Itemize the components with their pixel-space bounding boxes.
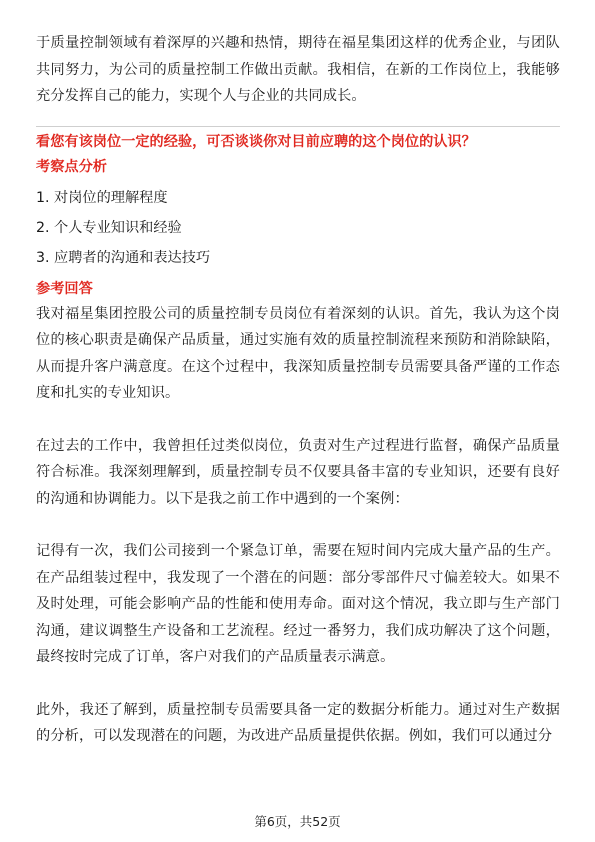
answer-heading: 参考回答 [36,280,93,297]
intro-paragraph: 于质量控制领域有着深厚的兴趣和热情，期待在福星集团这样的优秀企业，与团队共同努力，为公司的质量控制工作做出贡献。我相信，在新的工作岗位上，我能够充分发挥自己的能力，实现个人与企业的共同成长。 [36,35,560,104]
answer-paragraph: 记得有一次，我们公司接到一个紧急订单，需要在短时间内完成大量产品的生产。在产品组装过程中，我发现了一个潜在的问题：部分零部件尺寸偏差较大。如果不及时处理，可能会影响产品的性能和使用寿命。面对这个情况，我立即与生产部门沟通，建议调整生产设备和工艺流程。经过一番努力，我们成功解决了这个问题，最终按时完成了订单，客户对我们的产品质量表示满意。 [36,543,560,665]
interview-question: 看您有该岗位一定的经验，可否谈谈你对目前应聘的这个岗位的认识？ [36,133,476,150]
analysis-point: 1. 对岗位的理解程度 [36,189,168,206]
answer-paragraph: 我对福星集团控股公司的质量控制专员岗位有着深刻的认识。首先，我认为这个岗位的核心职责是确保产品质量，通过实施有效的质量控制流程来预防和消除缺陷，从而提升客户满意度。在这个过程中，我深知质量控制专员需要具备严谨的工作态度和扎实的专业知识。 [36,305,560,401]
analysis-heading: 考察点分析 [36,158,107,175]
page-content [36,30,560,750]
answer-paragraph: 在过去的工作中，我曾担任过类似岗位，负责对生产过程进行监督，确保产品质量符合标准。我深刻理解到，质量控制专员不仅要具备丰富的专业知识，还要有良好的沟通和协调能力。以下是我之前工作中遇到的一个案例： [36,437,560,507]
page-footer: 第6页，共52页 [254,814,341,829]
analysis-point: 2. 个人专业知识和经验 [36,219,182,236]
answer-paragraph: 此外，我还了解到，质量控制专员需要具备一定的数据分析能力。通过对生产数据的分析，可以发现潜在的问题，为改进产品质量提供依据。例如，我们可以通过分 [36,701,560,744]
analysis-point: 3. 应聘者的沟通和表达技巧 [36,249,211,266]
section-divider [36,126,560,127]
